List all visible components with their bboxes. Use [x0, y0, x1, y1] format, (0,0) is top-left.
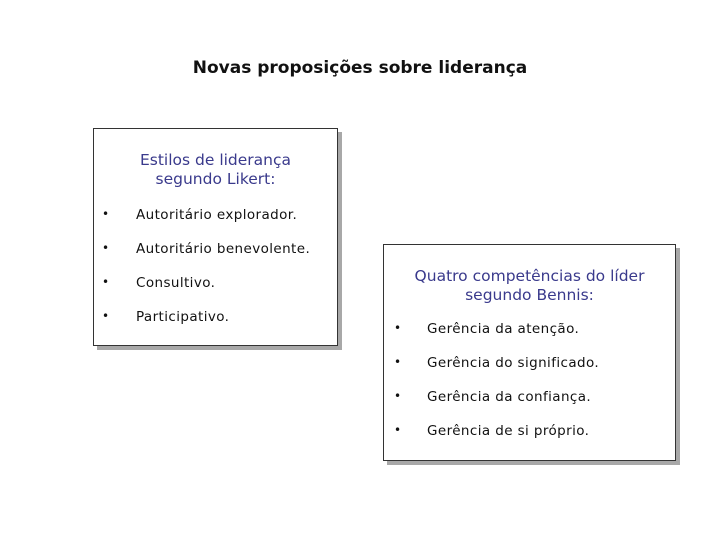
list-item-text: Gerência do significado.	[427, 355, 600, 371]
list-item-text: Gerência de si próprio.	[427, 423, 590, 439]
bennis-heading-line1: Quatro competências do líder	[414, 267, 645, 285]
list-item-text: Gerência da atenção.	[427, 321, 580, 337]
bullet-icon: •	[394, 355, 402, 369]
bullet-icon: •	[102, 207, 110, 221]
list-item-text: Gerência da confiança.	[427, 389, 592, 405]
bullet-icon: •	[102, 309, 110, 323]
list-item-text: Consultivo.	[136, 275, 216, 291]
likert-heading	[94, 151, 337, 189]
bennis-competencies-box	[383, 244, 676, 461]
bullet-icon: •	[394, 423, 402, 437]
slide-title: Novas proposições sobre liderança	[192, 58, 528, 78]
bullet-icon: •	[394, 389, 402, 403]
bullet-icon: •	[102, 275, 110, 289]
list-item-text: Participativo.	[136, 309, 230, 325]
list-item-text: Autoritário explorador.	[136, 207, 298, 223]
bennis-heading-line2: segundo Bennis:	[465, 286, 594, 304]
bennis-heading	[384, 267, 675, 305]
bullet-icon: •	[102, 241, 110, 255]
likert-heading-line1: Estilos de liderança	[139, 151, 292, 169]
bullet-icon: •	[394, 321, 402, 335]
likert-styles-box	[93, 128, 338, 346]
likert-heading-line2: segundo Likert:	[155, 170, 276, 188]
list-item-text: Autoritário benevolente.	[136, 241, 311, 257]
